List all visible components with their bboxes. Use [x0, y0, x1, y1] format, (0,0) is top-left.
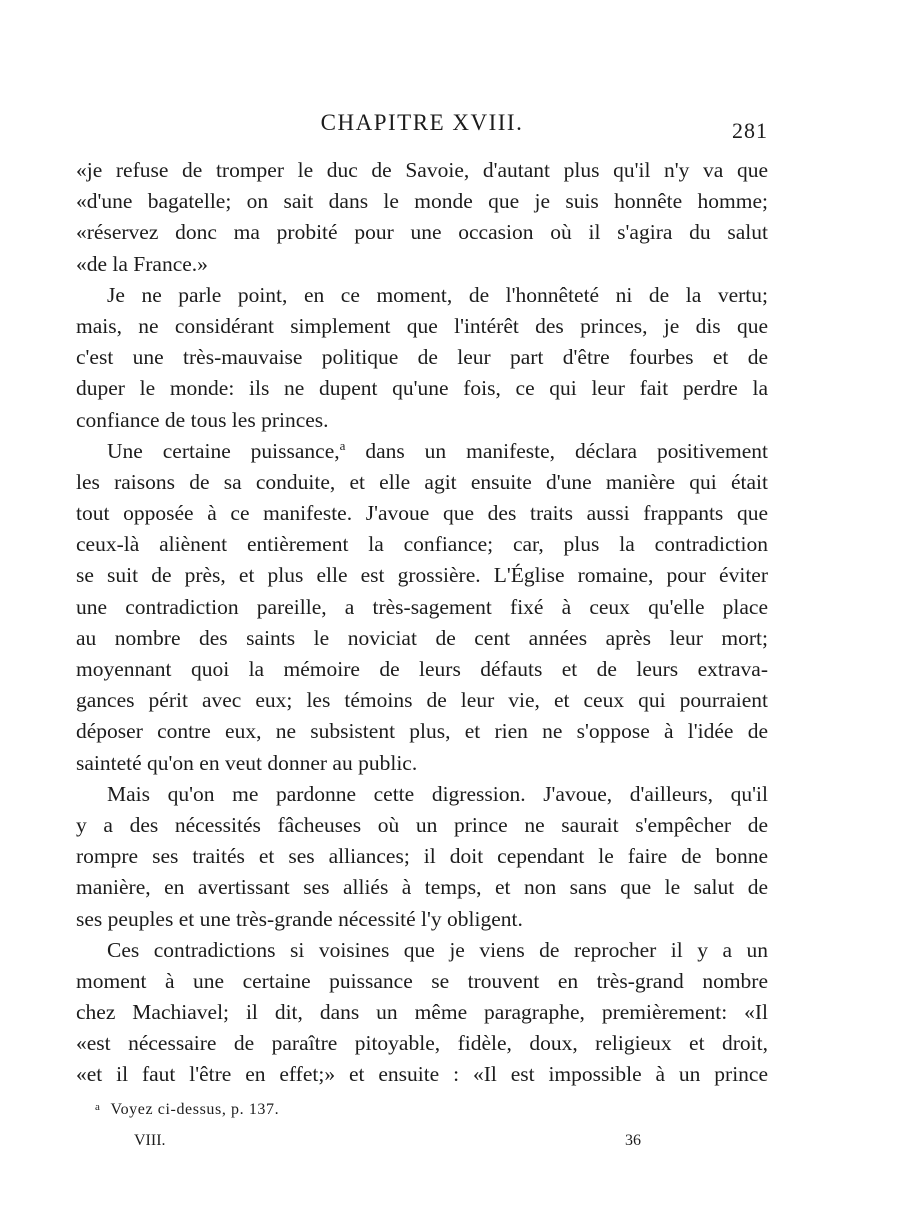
- text-line: sainteté qu'on en veut donner au public.: [76, 750, 418, 775]
- text-line: «d'une bagatelle; on sait dans le monde que je suis honnête homme;: [76, 189, 768, 214]
- signature-mark: VIII.: [134, 1132, 166, 1149]
- text-line: rompre ses traités et ses alliances; il doit cependant le faire de bonne: [76, 844, 768, 869]
- text-line: chez Machiavel; il dit, dans un même paragraphe, premièrement: «Il: [76, 1000, 768, 1025]
- text-line: se suit de près, et plus elle est grossière. L'Église romaine, pour éviter: [76, 563, 768, 588]
- text-line: les raisons de sa conduite, et elle agit ensuite d'une manière qui était: [76, 469, 768, 494]
- text-line: mais, ne considérant simplement que l'intérêt des princes, je dis que: [76, 313, 768, 338]
- paragraph: [76, 436, 768, 779]
- folio-number: 36: [625, 1132, 641, 1149]
- text-line: manière, en avertissant ses alliés à temps, et non sans que le salut de: [76, 875, 768, 900]
- body-text: [76, 155, 768, 1091]
- text-line: «de la France.»: [76, 251, 208, 276]
- text-line: ceux-là aliènent entièrement la confiance; car, plus la contradiction: [76, 532, 768, 557]
- text-line: tout opposée à ce manifeste. J'avoue que des traits aussi frappants que: [76, 501, 768, 526]
- text-line: confiance de tous les princes.: [76, 407, 329, 432]
- paragraph: [76, 935, 768, 1091]
- text-line: Je ne parle point, en ce moment, de l'honnêteté ni de la vertu;: [107, 282, 768, 307]
- note-reference: a: [339, 437, 346, 453]
- text-line: une contradiction pareille, a très-sagement fixé à ceux qu'elle place: [76, 594, 768, 619]
- text-line: «je refuse de tromper le duc de Savoie, d'autant plus qu'il n'y va que: [76, 158, 768, 182]
- text-line: au nombre des saints le noviciat de cent années après leur mort;: [76, 625, 768, 650]
- text-line: Mais qu'on me pardonne cette digression. J'avoue, d'ailleurs, qu'il: [107, 781, 768, 806]
- text-line: gances périt avec eux; les témoins de leur vie, et ceux qui pourraient: [76, 688, 768, 713]
- text-line: c'est une très-mauvaise politique de leur part d'être fourbes et de: [76, 345, 768, 370]
- text-line: «et il faut l'être en effet;» et ensuite : «Il est impossible à un prince: [76, 1062, 768, 1087]
- paragraph: [76, 155, 768, 280]
- text-line: moment à une certaine puissance se trouvent en très-grand nombre: [76, 968, 768, 993]
- text-line: déposer contre eux, ne subsistent plus, et rien ne s'oppose à l'idée de: [76, 719, 768, 744]
- text-line: Ces contradictions si voisines que je viens de reprocher il y a un: [107, 937, 768, 962]
- paragraph: [76, 280, 768, 436]
- paragraph: [76, 779, 768, 935]
- running-head: [76, 110, 768, 143]
- footnote-text: Voyez ci-dessus, p. 137.: [110, 1101, 280, 1118]
- page-number: 281: [732, 118, 768, 143]
- text-line: ses peuples et une très-grande nécessité l'y obligent.: [76, 906, 523, 931]
- footnote-marker: a: [95, 1101, 101, 1113]
- text-line: y a des nécessités fâcheuses où un prince ne saurait s'empêcher de: [76, 812, 768, 837]
- text-line: moyennant quoi la mémoire de leurs défauts et de leurs extrava-: [76, 657, 768, 681]
- line-text: dans un manifeste, déclara positivement: [345, 438, 768, 463]
- text-line: «réservez donc ma probité pour une occasion où il s'agira du salut: [76, 220, 768, 245]
- line-text: Une certaine puissance,: [107, 438, 340, 463]
- text-line: «est nécessaire de paraître pitoyable, fidèle, doux, religieux et droit,: [76, 1031, 768, 1056]
- text-line: duper le monde: ils ne dupent qu'une fois, ce qui leur fait perdre la: [76, 376, 768, 401]
- chapter-title: CHAPITRE XVIII.: [320, 110, 524, 135]
- footnote: [95, 1101, 279, 1119]
- text-line: [76, 436, 768, 467]
